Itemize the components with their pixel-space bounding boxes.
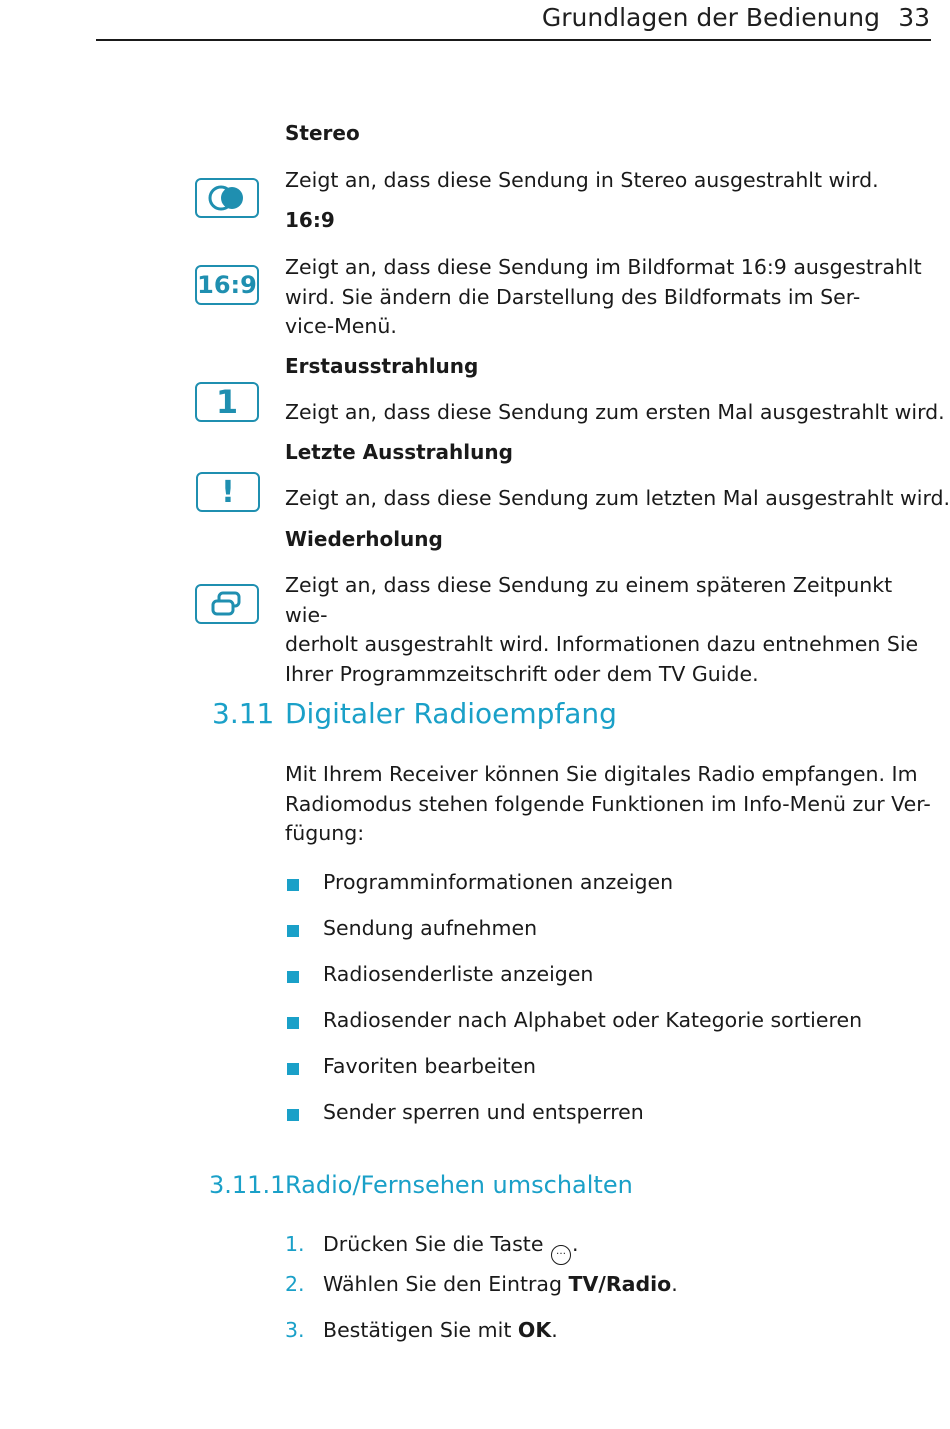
step-number: 1. (285, 1232, 305, 1256)
term-16-9: 16:9 (285, 208, 335, 232)
running-header-title: Grundlagen der Bedienung (541, 3, 880, 32)
repeat-icon (195, 584, 259, 624)
step-emphasis: OK (517, 1318, 552, 1342)
stereo-icon (195, 178, 259, 218)
list-item: Programminformationen anzeigen (323, 870, 674, 894)
desc-stereo: Zeigt an, dass diese Sendung in Stereo ausgestrahlt wird. (285, 168, 879, 192)
list-item: Radiosender nach Alphabet oder Kategorie sortieren (323, 1008, 863, 1032)
desc-line: wird. Sie ändern die Darstellung des Bildformats im Ser- (285, 284, 861, 309)
step-text-part: Wählen Sie den Eintrag (323, 1272, 569, 1296)
last-broadcast-icon: ! (196, 472, 260, 512)
step-number: 3. (285, 1318, 305, 1342)
desc-first-broadcast: Zeigt an, dass diese Sendung zum ersten Mal ausgestrahlt wird. (285, 400, 945, 424)
desc-line: Zeigt an, dass diese Sendung zu einem späteren Zeitpunkt wie- (285, 573, 893, 627)
list-item: Sendung aufnehmen (323, 916, 538, 940)
term-repeat: Wiederholung (285, 527, 443, 551)
bullet-marker (287, 1063, 299, 1075)
step-text (323, 1232, 578, 1265)
step-text (323, 1318, 558, 1342)
section-title: Digitaler Radioempfang (285, 697, 617, 730)
desc-16-9 (285, 253, 933, 342)
bullet-marker (287, 879, 299, 891)
list-item: Sender sperren und entsperren (323, 1100, 644, 1124)
intro-line: Radiomodus stehen folgende Funktionen im Info-Menü zur Ver- (285, 791, 931, 816)
intro-line: fügung: (285, 821, 365, 845)
term-stereo: Stereo (285, 121, 360, 145)
intro-line: Mit Ihrem Receiver können Sie digitales Radio empfangen. Im (285, 762, 918, 786)
bullet-marker (287, 925, 299, 937)
desc-last-broadcast: Zeigt an, dass diese Sendung zum letzten Mal ausgestrahlt wird. (285, 486, 950, 510)
list-item: Radiosenderliste anzeigen (323, 962, 594, 986)
aspect-16-9-icon: 16:9 (195, 265, 259, 305)
step-text (323, 1272, 678, 1296)
bullet-marker (287, 971, 299, 983)
step-text-part: Drücken Sie die Taste (323, 1232, 550, 1256)
subsection-number: 3.11.1 (209, 1171, 286, 1199)
subsection-title: Radio/Fernsehen umschalten (285, 1171, 633, 1199)
desc-repeat (285, 571, 933, 689)
step-text-part: . (571, 1232, 579, 1256)
desc-line: Zeigt an, dass diese Sendung im Bildformat 16:9 ausgestrahlt (285, 255, 922, 279)
desc-line: Ihrer Programmzeitschrift oder dem TV Guide. (285, 661, 759, 686)
info-key-icon: … (551, 1245, 571, 1265)
step-text-part: Bestätigen Sie mit (323, 1318, 518, 1342)
list-item: Favoriten bearbeiten (323, 1054, 537, 1078)
first-broadcast-icon: 1 (195, 382, 259, 422)
desc-line: derholt ausgestrahlt wird. Informationen dazu entnehmen Sie (285, 632, 919, 656)
step-text-part: . (551, 1318, 558, 1342)
term-last-broadcast: Letzte Ausstrahlung (285, 440, 513, 464)
section-intro (285, 760, 933, 849)
page-number: 33 (898, 3, 930, 32)
step-emphasis: TV/Radio (568, 1272, 672, 1296)
bullet-marker (287, 1109, 299, 1121)
bullet-marker (287, 1017, 299, 1029)
term-first-broadcast: Erstausstrahlung (285, 354, 479, 378)
step-number: 2. (285, 1272, 305, 1296)
section-number: 3.11 (212, 697, 275, 730)
header-divider (96, 39, 931, 41)
desc-line: vice-Menü. (285, 314, 397, 338)
step-text-part: . (671, 1272, 678, 1296)
